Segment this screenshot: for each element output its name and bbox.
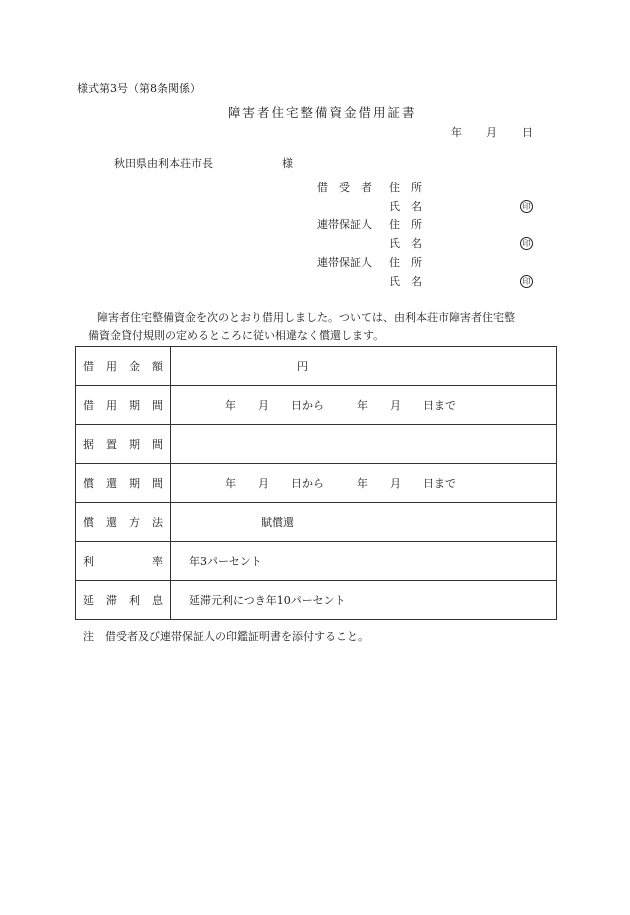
seal-icon: 印 <box>520 237 533 250</box>
party-guarantor-1-address-label: 住 所 <box>389 218 422 231</box>
row-label-char: 償 <box>83 516 94 529</box>
row-label-char: 期 <box>129 438 140 451</box>
row-label-char: 用 <box>106 399 117 412</box>
row-label-cell <box>76 464 171 503</box>
row-label-char: 期 <box>129 399 140 412</box>
addressee-name: 秋田県由利本荘市長 <box>114 157 213 170</box>
addressee-honorific: 様 <box>282 157 293 170</box>
row-label-char: 額 <box>152 360 163 373</box>
row-label-char: 息 <box>152 594 163 607</box>
party-guarantor-2-address-label: 住 所 <box>389 256 422 269</box>
row-label-char: 利 <box>129 594 140 607</box>
row-value-cell <box>171 386 557 425</box>
row-value-cell <box>171 425 557 464</box>
table-row <box>76 386 557 425</box>
row-value-cell <box>171 347 557 386</box>
row-label-char: 用 <box>106 360 117 373</box>
row-label <box>76 475 170 491</box>
row-label <box>76 436 170 452</box>
party-guarantor-2-role: 連帯保証人 <box>317 256 372 269</box>
row-value-interest-rate: 年3パーセント <box>189 555 262 568</box>
row-value-late-interest: 延滞元利につき年10パーセント <box>189 594 346 607</box>
row-label-char: 間 <box>152 477 163 490</box>
row-value-cell <box>171 542 557 581</box>
row-label-char: 借 <box>83 360 94 373</box>
row-value-cell <box>171 581 557 620</box>
form-number: 様式第3号（第8条関係） <box>77 82 201 95</box>
table-row <box>76 425 557 464</box>
seal-icon: 印 <box>520 275 533 288</box>
row-label-char: 還 <box>106 516 117 529</box>
table-row <box>76 503 557 542</box>
party-guarantor-2-name-label: 氏 名 <box>389 275 422 288</box>
row-value-cell <box>171 503 557 542</box>
row-label <box>76 592 170 608</box>
row-label-char: 還 <box>106 477 117 490</box>
row-label-char: 率 <box>152 555 163 568</box>
date-month-label: 月 <box>486 126 497 139</box>
row-value-repayment-period: 年 月 日から 年 月 日まで <box>225 477 456 490</box>
row-label-char: 据 <box>83 438 94 451</box>
row-label <box>76 358 170 374</box>
row-label-cell <box>76 503 171 542</box>
row-label <box>76 397 170 413</box>
row-label-cell <box>76 542 171 581</box>
row-label-char: 間 <box>152 399 163 412</box>
party-borrower-name-label: 氏 名 <box>389 200 422 213</box>
row-label-char: 法 <box>152 516 163 529</box>
footnote: 注 借受者及び連帯保証人の印鑑証明書を添付すること。 <box>83 630 369 643</box>
row-label <box>76 553 170 569</box>
party-borrower-role: 借 受 者 <box>317 181 372 194</box>
row-label-char: 間 <box>152 438 163 451</box>
row-label-char: 期 <box>129 477 140 490</box>
party-guarantor-1-name-label: 氏 名 <box>389 237 422 250</box>
row-label-char: 償 <box>83 477 94 490</box>
row-label-char: 置 <box>106 438 117 451</box>
body-text-line-1: 障害者住宅整備資金を次のとおり借用しました。ついては、由利本荘市障害者住宅整 <box>97 311 515 324</box>
document-title: 障害者住宅整備資金借用証書 <box>228 105 417 120</box>
row-label-cell <box>76 581 171 620</box>
row-label-cell <box>76 347 171 386</box>
row-label-char: 滞 <box>106 594 117 607</box>
row-label-char: 利 <box>83 555 94 568</box>
table-row <box>76 464 557 503</box>
seal-icon: 印 <box>520 200 533 213</box>
row-label <box>76 514 170 530</box>
table-row <box>76 542 557 581</box>
body-text-line-2: 備資金貸付規則の定めるところに従い相違なく償還します。 <box>88 329 385 342</box>
row-label-char: 延 <box>83 594 94 607</box>
row-label-char: 金 <box>129 360 140 373</box>
row-label-cell <box>76 425 171 464</box>
row-value-repayment-method: 賦償還 <box>261 516 294 529</box>
row-label-cell <box>76 386 171 425</box>
loan-details-table <box>75 346 557 620</box>
table-row <box>76 581 557 620</box>
date-year-label: 年 <box>451 126 462 139</box>
party-guarantor-1-role: 連帯保証人 <box>317 218 372 231</box>
table-row <box>76 347 557 386</box>
row-label-char: 借 <box>83 399 94 412</box>
row-label-char: 方 <box>129 516 140 529</box>
row-value-cell <box>171 464 557 503</box>
row-value-amount: 円 <box>297 360 308 373</box>
party-borrower-address-label: 住 所 <box>389 181 422 194</box>
row-value-loan-period: 年 月 日から 年 月 日まで <box>225 399 456 412</box>
date-day-label: 日 <box>522 126 533 139</box>
